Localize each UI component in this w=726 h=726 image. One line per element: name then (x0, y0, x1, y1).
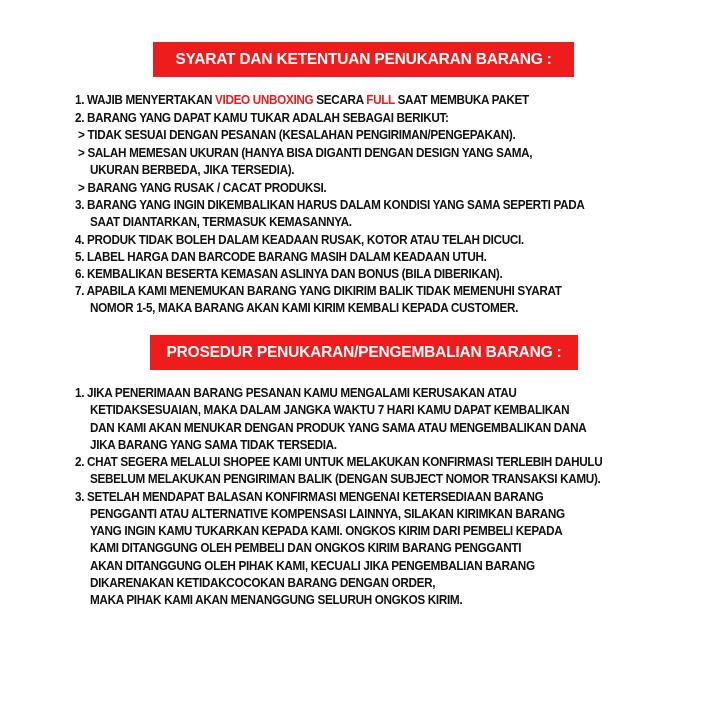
highlight-full: FULL (366, 93, 395, 107)
procedure-line: AKAN DITANGGUNG OLEH PIHAK KAMI, KECUALI JIKA PENGEMBALIAN BARANG (90, 559, 535, 573)
terms-heading: SYARAT DAN KETENTUAN PENUKARAN BARANG : (153, 42, 574, 77)
procedure-line: 3. SETELAH MENDAPAT BALASAN KONFIRMASI MENGENAI KETERSEDIAAN BARANG (75, 490, 544, 504)
terms-line: 5. LABEL HARGA DAN BARCODE BARANG MASIH DALAM KEADAAN UTUH. (75, 250, 487, 264)
procedure-line: 2. CHAT SEGERA MELALUI SHOPEE KAMI UNTUK MELAKUKAN KONFIRMASI TERLEBIH DAHULU (75, 455, 603, 469)
procedure-line: JIKA BARANG YANG SAMA TIDAK TERSEDIA. (90, 438, 337, 452)
terms-line: 3. BARANG YANG INGIN DIKEMBALIKAN HARUS DALAM KONDISI YANG SAMA SEPERTI PADA (75, 198, 585, 212)
terms-line: 4. PRODUK TIDAK BOLEH DALAM KEADAAN RUSAK, KOTOR ATAU TELAH DICUCI. (75, 233, 524, 247)
terms-line: 2. BARANG YANG DAPAT KAMU TUKAR ADALAH SEBAGAI BERIKUT: (75, 111, 449, 125)
terms-item-1 (75, 92, 529, 108)
terms-line: > SALAH MEMESAN UKURAN (HANYA BISA DIGANTI DENGAN DESIGN YANG SAMA, (78, 146, 533, 160)
procedure-line: PENGGANTI ATAU ALTERNATIVE KOMPENSASI LAINNYA, SILAKAN KIRIMKAN BARANG (90, 507, 565, 521)
procedure-line: KETIDAKSESUAIAN, MAKA DALAM JANGKA WAKTU 7 HARI KAMU DAPAT KEMBALIKAN (90, 403, 570, 417)
terms-line: > BARANG YANG RUSAK / CACAT PRODUKSI. (78, 181, 327, 195)
terms-line: UKURAN BERBEDA, JIKA TERSEDIA). (90, 163, 295, 177)
terms-line: > TIDAK SESUAI DENGAN PESANAN (KESALAHAN PENGIRIMAN/PENGEPAKAN). (78, 128, 516, 142)
terms-line: 6. KEMBALIKAN BESERTA KEMASAN ASLINYA DAN BONUS (BILA DIBERIKAN). (75, 267, 503, 281)
procedure-line: YANG INGIN KAMU TUKARKAN KEPADA KAMI. ONGKOS KIRIM DARI PEMBELI KEPADA (90, 524, 563, 538)
procedure-heading: PROSEDUR PENUKARAN/PENGEMBALIAN BARANG : (150, 335, 578, 370)
procedure-line: MAKA PIHAK KAMI AKAN MENANGGUNG SELURUH ONGKOS KIRIM. (90, 593, 463, 607)
procedure-line: SEBELUM MELAKUKAN PENGIRIMAN BALIK (DENGAN SUBJECT NOMOR TRANSAKSI KAMU). (90, 472, 601, 486)
text: SECARA (313, 93, 367, 107)
procedure-line: DIKARENAKAN KETIDAKCOCOKAN BARANG DENGAN ORDER, (90, 576, 436, 590)
procedure-line: DAN KAMI AKAN MENUKAR DENGAN PRODUK YANG SAMA ATAU MENGEMBALIKAN DANA (90, 421, 587, 435)
terms-line: SAAT DIANTARKAN, TERMASUK KEMASANNYA. (90, 215, 352, 229)
procedure-line: KAMI DITANGGUNG OLEH PEMBELI DAN ONGKOS KIRIM BARANG PENGGANTI (90, 541, 522, 555)
terms-line: 7. APABILA KAMI MENEMUKAN BARANG YANG DIKIRIM BALIK TIDAK MEMENUHI SYARAT (75, 284, 562, 298)
terms-line: NOMOR 1-5, MAKA BARANG AKAN KAMI KIRIM KEMBALI KEPADA CUSTOMER. (90, 301, 519, 315)
procedure-line: 1. JIKA PENERIMAAN BARANG PESANAN KAMU MENGALAMI KERUSAKAN ATAU (75, 386, 517, 400)
text: SAAT MEMBUKA PAKET (394, 93, 529, 107)
text: 1. WAJIB MENYERTAKAN (75, 93, 216, 107)
highlight-video-unboxing: VIDEO UNBOXING (215, 93, 314, 107)
